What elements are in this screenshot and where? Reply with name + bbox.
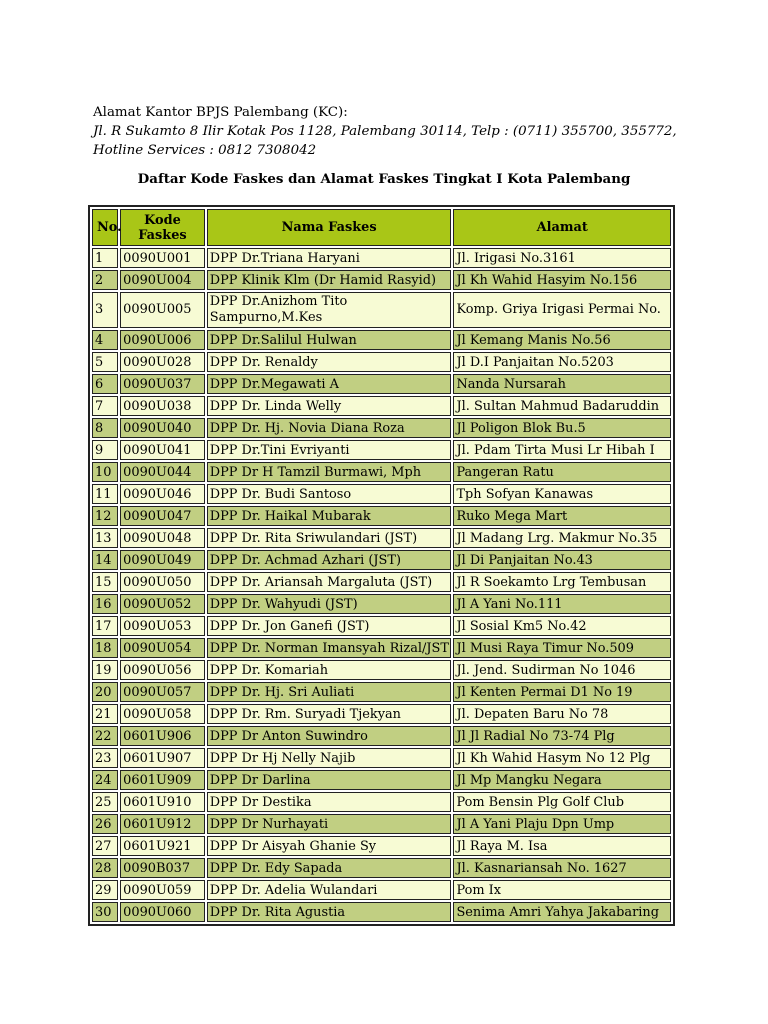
cell-alamat: Senima Amri Yahya Jakabaring	[453, 902, 671, 922]
cell-kode-faskes: 0090U006	[120, 330, 205, 350]
cell-no: 13	[92, 528, 118, 548]
cell-alamat: Jl Kh Wahid Hasym No 12 Plg	[453, 748, 671, 768]
table-row	[92, 506, 671, 526]
cell-kode-faskes: 0601U906	[120, 726, 205, 746]
cell-alamat: Tph Sofyan Kanawas	[453, 484, 671, 504]
cell-no: 14	[92, 550, 118, 570]
cell-alamat: Jl Di Panjaitan No.43	[453, 550, 671, 570]
cell-kode-faskes: 0090U005	[120, 292, 205, 328]
cell-no: 23	[92, 748, 118, 768]
cell-kode-faskes: 0090U049	[120, 550, 205, 570]
cell-nama-faskes: DPP Dr. Wahyudi (JST)	[207, 594, 452, 614]
cell-kode-faskes: 0090U004	[120, 270, 205, 290]
cell-nama-faskes: DPP Dr. Norman Imansyah Rizal/JST	[207, 638, 452, 658]
cell-nama-faskes: DPP Klinik Klm (Dr Hamid Rasyid)	[207, 270, 452, 290]
cell-nama-faskes: DPP Dr. Budi Santoso	[207, 484, 452, 504]
table-row	[92, 726, 671, 746]
cell-no: 5	[92, 352, 118, 372]
cell-nama-faskes: DPP Dr Hj Nelly Najib	[207, 748, 452, 768]
cell-no: 16	[92, 594, 118, 614]
cell-alamat: Jl A Yani Plaju Dpn Ump	[453, 814, 671, 834]
cell-no: 19	[92, 660, 118, 680]
cell-alamat: Pom Ix	[453, 880, 671, 900]
cell-nama-faskes: DPP Dr Destika	[207, 792, 452, 812]
cell-no: 28	[92, 858, 118, 878]
table-row	[92, 836, 671, 856]
cell-kode-faskes: 0090U028	[120, 352, 205, 372]
table-row	[92, 572, 671, 592]
cell-nama-faskes: DPP Dr.Anizhom Tito Sampurno,M.Kes	[207, 292, 452, 328]
cell-kode-faskes: 0090U058	[120, 704, 205, 724]
table-row	[92, 270, 671, 290]
cell-nama-faskes: DPP Dr Aisyah Ghanie Sy	[207, 836, 452, 856]
cell-nama-faskes: DPP Dr. Rita Agustia	[207, 902, 452, 922]
table-row	[92, 396, 671, 416]
cell-kode-faskes: 0601U910	[120, 792, 205, 812]
cell-kode-faskes: 0090U048	[120, 528, 205, 548]
table-row	[92, 660, 671, 680]
cell-alamat: Jl. Irigasi No.3161	[453, 248, 671, 268]
cell-kode-faskes: 0601U912	[120, 814, 205, 834]
cell-kode-faskes: 0090U056	[120, 660, 205, 680]
cell-alamat: Pangeran Ratu	[453, 462, 671, 482]
header-alamat: Alamat	[453, 209, 671, 246]
cell-no: 27	[92, 836, 118, 856]
office-address-block	[93, 103, 693, 160]
cell-nama-faskes: DPP Dr.Triana Haryani	[207, 248, 452, 268]
cell-no: 7	[92, 396, 118, 416]
cell-nama-faskes: DPP Dr. Ariansah Margaluta (JST)	[207, 572, 452, 592]
cell-nama-faskes: DPP Dr Darlina	[207, 770, 452, 790]
cell-alamat: Jl D.I Panjaitan No.5203	[453, 352, 671, 372]
cell-alamat: Jl Musi Raya Timur No.509	[453, 638, 671, 658]
cell-kode-faskes: 0601U909	[120, 770, 205, 790]
table-row	[92, 616, 671, 636]
cell-kode-faskes: 0090U050	[120, 572, 205, 592]
cell-no: 24	[92, 770, 118, 790]
table-row	[92, 418, 671, 438]
document-title: Daftar Kode Faskes dan Alamat Faskes Tingkat I Kota Palembang	[137, 171, 631, 187]
cell-kode-faskes: 0090B037	[120, 858, 205, 878]
cell-kode-faskes: 0090U044	[120, 462, 205, 482]
cell-no: 30	[92, 902, 118, 922]
cell-nama-faskes: DPP Dr. Hj. Sri Auliati	[207, 682, 452, 702]
table-row	[92, 792, 671, 812]
cell-kode-faskes: 0090U001	[120, 248, 205, 268]
cell-nama-faskes: DPP Dr. Jon Ganefi (JST)	[207, 616, 452, 636]
cell-alamat: Jl Kemang Manis No.56	[453, 330, 671, 350]
cell-nama-faskes: DPP Dr. Renaldy	[207, 352, 452, 372]
table-row	[92, 550, 671, 570]
cell-nama-faskes: DPP Dr. Linda Welly	[207, 396, 452, 416]
cell-alamat: Jl A Yani No.111	[453, 594, 671, 614]
cell-kode-faskes: 0601U921	[120, 836, 205, 856]
cell-no: 1	[92, 248, 118, 268]
cell-kode-faskes: 0090U041	[120, 440, 205, 460]
cell-kode-faskes: 0090U057	[120, 682, 205, 702]
cell-kode-faskes: 0601U907	[120, 748, 205, 768]
table-row	[92, 352, 671, 372]
table-header-row	[92, 209, 671, 246]
table-row	[92, 484, 671, 504]
table-row	[92, 528, 671, 548]
cell-kode-faskes: 0090U060	[120, 902, 205, 922]
cell-no: 29	[92, 880, 118, 900]
table-row	[92, 902, 671, 922]
cell-nama-faskes: DPP Dr Anton Suwindro	[207, 726, 452, 746]
cell-alamat: Jl Mp Mangku Negara	[453, 770, 671, 790]
cell-alamat: Jl Kh Wahid Hasyim No.156	[453, 270, 671, 290]
cell-nama-faskes: DPP Dr. Komariah	[207, 660, 452, 680]
cell-alamat: Jl. Pdam Tirta Musi Lr Hibah I	[453, 440, 671, 460]
cell-kode-faskes: 0090U052	[120, 594, 205, 614]
office-hotline: Hotline Services : 0812 7308042	[93, 143, 317, 158]
cell-nama-faskes: DPP Dr. Hj. Novia Diana Roza	[207, 418, 452, 438]
cell-nama-faskes: DPP Dr.Salilul Hulwan	[207, 330, 452, 350]
cell-kode-faskes: 0090U038	[120, 396, 205, 416]
cell-nama-faskes: DPP Dr.Tini Evriyanti	[207, 440, 452, 460]
cell-no: 11	[92, 484, 118, 504]
table-row	[92, 704, 671, 724]
table-row	[92, 248, 671, 268]
cell-nama-faskes: DPP Dr. Achmad Azhari (JST)	[207, 550, 452, 570]
cell-kode-faskes: 0090U059	[120, 880, 205, 900]
cell-nama-faskes: DPP Dr. Rita Sriwulandari (JST)	[207, 528, 452, 548]
cell-no: 17	[92, 616, 118, 636]
table-row	[92, 440, 671, 460]
cell-no: 25	[92, 792, 118, 812]
cell-no: 15	[92, 572, 118, 592]
table-row	[92, 374, 671, 394]
table-row	[92, 330, 671, 350]
cell-no: 21	[92, 704, 118, 724]
cell-alamat: Jl Madang Lrg. Makmur No.35	[453, 528, 671, 548]
table-row	[92, 292, 671, 328]
faskes-table	[88, 205, 675, 926]
cell-no: 4	[92, 330, 118, 350]
cell-nama-faskes: DPP Dr Nurhayati	[207, 814, 452, 834]
cell-kode-faskes: 0090U046	[120, 484, 205, 504]
cell-kode-faskes: 0090U037	[120, 374, 205, 394]
cell-alamat: Jl Kenten Permai D1 No 19	[453, 682, 671, 702]
cell-nama-faskes: DPP Dr. Adelia Wulandari	[207, 880, 452, 900]
cell-alamat: Jl R Soekamto Lrg Tembusan	[453, 572, 671, 592]
cell-no: 10	[92, 462, 118, 482]
cell-kode-faskes: 0090U053	[120, 616, 205, 636]
office-heading: Alamat Kantor BPJS Palembang (KC):	[93, 105, 348, 120]
table-row	[92, 814, 671, 834]
cell-alamat: Jl Sosial Km5 No.42	[453, 616, 671, 636]
office-address: Jl. R Sukamto 8 Ilir Kotak Pos 1128, Palembang 30114, Telp : (0711) 355700, 355772,	[93, 124, 677, 139]
table-row	[92, 594, 671, 614]
table-row	[92, 638, 671, 658]
cell-alamat: Jl. Jend. Sudirman No 1046	[453, 660, 671, 680]
cell-alamat: Pom Bensin Plg Golf Club	[453, 792, 671, 812]
table-row	[92, 858, 671, 878]
cell-no: 3	[92, 292, 118, 328]
cell-nama-faskes: DPP Dr. Haikal Mubarak	[207, 506, 452, 526]
cell-alamat: Nanda Nursarah	[453, 374, 671, 394]
cell-no: 12	[92, 506, 118, 526]
cell-nama-faskes: DPP Dr. Rm. Suryadi Tjekyan	[207, 704, 452, 724]
cell-alamat: Jl Raya M. Isa	[453, 836, 671, 856]
cell-alamat: Jl. Kasnariansah No. 1627	[453, 858, 671, 878]
cell-alamat: Jl Jl Radial No 73-74 Plg	[453, 726, 671, 746]
cell-no: 22	[92, 726, 118, 746]
cell-no: 9	[92, 440, 118, 460]
cell-no: 6	[92, 374, 118, 394]
cell-kode-faskes: 0090U040	[120, 418, 205, 438]
cell-alamat: Jl. Depaten Baru No 78	[453, 704, 671, 724]
cell-no: 18	[92, 638, 118, 658]
table-row	[92, 748, 671, 768]
cell-alamat: Jl. Sultan Mahmud Badaruddin	[453, 396, 671, 416]
cell-alamat: Ruko Mega Mart	[453, 506, 671, 526]
table-row	[92, 682, 671, 702]
table-row	[92, 880, 671, 900]
header-kode-faskes: Kode Faskes	[120, 209, 205, 246]
table-row	[92, 770, 671, 790]
cell-no: 20	[92, 682, 118, 702]
cell-nama-faskes: DPP Dr.Megawati A	[207, 374, 452, 394]
header-no: No.	[92, 209, 118, 246]
table-row	[92, 462, 671, 482]
cell-alamat: Komp. Griya Irigasi Permai No.	[453, 292, 671, 328]
cell-no: 8	[92, 418, 118, 438]
header-nama-faskes: Nama Faskes	[207, 209, 452, 246]
cell-no: 2	[92, 270, 118, 290]
cell-no: 26	[92, 814, 118, 834]
cell-alamat: Jl Poligon Blok Bu.5	[453, 418, 671, 438]
cell-nama-faskes: DPP Dr. Edy Sapada	[207, 858, 452, 878]
cell-kode-faskes: 0090U047	[120, 506, 205, 526]
cell-kode-faskes: 0090U054	[120, 638, 205, 658]
cell-nama-faskes: DPP Dr H Tamzil Burmawi, Mph	[207, 462, 452, 482]
